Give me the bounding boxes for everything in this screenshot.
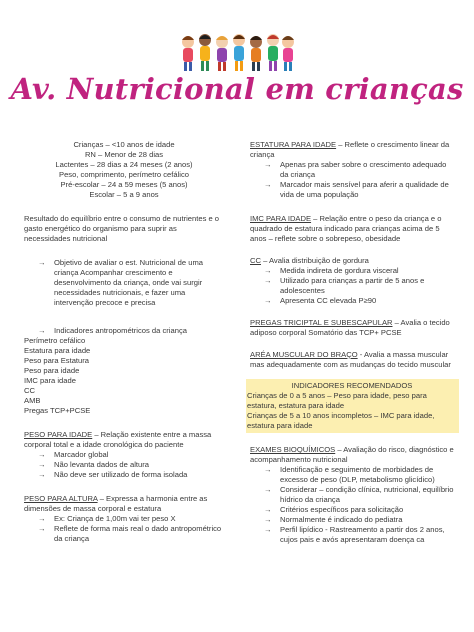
objective-text: Objetivo de avaliar o est. Nutricional de uma criança Acompanhar crescimento e desenvolvimento da criança, onde vai surgir necessidades nutricionais, e fazer uma intervenção precoce e precisa [54, 258, 203, 307]
list-item [250, 465, 455, 485]
arrow-icon: → [38, 460, 46, 469]
section-text: – Avalia o tecido adiposo corporal Somatório das TCP+ PCSE [250, 318, 450, 337]
right-column [247, 140, 455, 554]
section-paragraph [24, 494, 224, 514]
exames-section [250, 445, 455, 545]
bullet-text: Marcador global [54, 450, 109, 459]
area-braco-section [250, 350, 455, 370]
list-item [24, 514, 224, 524]
section-text: – Reflete o crescimento linear da criança [250, 140, 450, 159]
age-line: Pré-escolar – 24 a 59 meses (5 anos) [60, 180, 188, 189]
age-line: Peso, comprimento, perímetro cefálico [59, 170, 189, 179]
arrow-icon: → [264, 160, 272, 169]
child-6 [267, 34, 279, 71]
bullet-text: Não deve ser utilizado de forma isolada [54, 470, 188, 479]
list-item [24, 524, 224, 544]
list-item [24, 450, 224, 460]
section-heading: EXAMES BIOQUÍMICOS [250, 445, 336, 454]
section-heading: PESO PARA ALTURA [24, 494, 98, 503]
age-line: Crianças – <10 anos de idade [73, 140, 175, 149]
indicators-list [24, 336, 224, 416]
list-item [250, 180, 455, 200]
list-item: Peso para Estatura [24, 356, 90, 365]
bullet-text: Medida indireta de gordura visceral [280, 266, 399, 275]
list-item: AMB [24, 396, 41, 405]
arrow-icon: → [38, 524, 46, 533]
children-illustration [178, 30, 296, 74]
cc-section [250, 256, 455, 306]
left-column [24, 140, 224, 553]
section-paragraph [250, 256, 455, 266]
list-item [24, 460, 224, 470]
age-line: Escolar – 5 a 9 anos [89, 190, 159, 199]
page-title: Av. Nutricional em crianças [10, 72, 464, 106]
list-item [250, 296, 455, 306]
arrow-icon: → [264, 180, 272, 189]
bullet-text: Não levanta dados de altura [54, 460, 149, 469]
list-item [250, 505, 455, 515]
bullet-text: Ex: Criança de 1,00m vai ter peso X [54, 514, 176, 523]
arrow-icon: → [264, 525, 272, 534]
recommended-indicators-box [246, 379, 459, 433]
age-line: Lactentes – 28 dias a 24 meses (2 anos) [55, 160, 193, 169]
section-text: - Avalia a massa muscular mas adequadamente com as mudanças do tecido muscular [250, 350, 451, 369]
section-paragraph [250, 214, 455, 244]
arrow-icon: → [264, 485, 272, 494]
list-item: Peso para idade [24, 366, 80, 375]
box-heading: INDICADORES RECOMENDADOS [291, 381, 413, 390]
indicators-title-item [24, 326, 224, 336]
bullet-text: Apenas pra saber sobre o crescimento adequado da criança [280, 160, 447, 179]
bullet-text: Marcador mais sensível para aferir a qualidade de vida de uma população [280, 180, 449, 199]
arrow-icon: → [264, 515, 272, 524]
arrow-icon: → [38, 470, 46, 479]
child-2 [199, 34, 211, 71]
arrow-icon: → [264, 266, 272, 275]
arrow-icon: → [264, 276, 272, 285]
section-heading: PESO PARA IDADE [24, 430, 93, 439]
child-4 [233, 34, 245, 71]
section-text: – Expressa a harmonia entre as dimensões de massa corporal e estatura [24, 494, 208, 513]
child-7 [282, 36, 294, 71]
objective-item [24, 258, 224, 308]
indicators-title: Indicadores antropométricos da criança [54, 326, 187, 335]
list-item: IMC para idade [24, 376, 76, 385]
peso-idade-section [24, 430, 224, 480]
pregas-section [250, 318, 455, 338]
bullet-text: Apresenta CC elevada P≥90 [280, 296, 377, 305]
arrow-icon: → [38, 514, 46, 523]
box-line: Crianças de 0 a 5 anos – Peso para idade, peso para estatura, estatura para idade [247, 391, 427, 410]
bullet-text: Utilizado para crianças a partir de 5 anos e adolescentes [280, 276, 425, 295]
section-heading: ESTATURA PARA IDADE [250, 140, 337, 149]
bullet-text: Normalmente é indicado do pediatra [280, 515, 403, 524]
age-line: RN – Menor de 28 dias [84, 150, 164, 159]
arrow-icon: → [38, 258, 46, 267]
arrow-icon: → [38, 450, 46, 459]
bullet-text: Considerar – condição clínica, nutricional, equilíbrio hídrico da criança [280, 485, 454, 504]
age-groups [24, 140, 224, 200]
list-item [250, 485, 455, 505]
list-item [250, 160, 455, 180]
arrow-icon: → [264, 296, 272, 305]
section-text: – Avaliação do risco, diagnóstico e acompanhamento nutricional [250, 445, 454, 464]
section-text: – Relação entre o peso da criança e o quadrado de estatura indicado para crianças acima de 5 anos – reflete sobre o sobrepeso, obesidade [250, 214, 442, 243]
list-item [250, 266, 455, 276]
section-paragraph [250, 318, 455, 338]
bullet-text: Identificação e seguimento de morbidades de excesso de peso (DLP, metabolismo glicídico) [280, 465, 435, 484]
section-heading: ARÉA MUSCULAR DO BRAÇO [250, 350, 358, 359]
section-heading: CC [250, 256, 261, 265]
child-1 [182, 36, 194, 71]
section-text: – Avalia distribuição de gordura [260, 256, 369, 265]
intro-paragraph: Resultado do equilíbrio entre o consumo de nutrientes e o gasto energético do organismo para suprir as necessidades nutricional [24, 214, 220, 243]
arrow-icon: → [264, 465, 272, 474]
child-3 [216, 36, 228, 71]
section-text: – Relação existente entre a massa corporal total e a idade cronológica do paciente [24, 430, 212, 449]
bullet-text: Critérios específicos para solicitação [280, 505, 404, 514]
list-item: Pregas TCP+PCSE [24, 406, 91, 415]
list-item [250, 515, 455, 525]
imc-idade-section [250, 214, 455, 244]
arrow-icon: → [38, 326, 46, 335]
bullet-text: Perfil lipídico - Rastreamento a partir dos 2 anos, cujos pais e avós apresentaram doença ca [280, 525, 445, 544]
section-heading: IMC PARA IDADE [250, 214, 312, 223]
list-item: CC [24, 386, 35, 395]
list-item [24, 470, 224, 480]
box-line: Crianças de 5 a 10 anos incompletos – IMC para idade, estatura para idade [247, 411, 435, 430]
estatura-idade-section [250, 140, 455, 200]
section-paragraph [250, 350, 455, 370]
list-item [250, 276, 455, 296]
bullet-text: Reflete de forma mais real o dado antropométrico da criança [54, 524, 222, 543]
list-item: Perímetro cefálico [24, 336, 86, 345]
section-paragraph [250, 445, 455, 465]
section-paragraph [24, 430, 224, 450]
list-item: Estatura para idade [24, 346, 91, 355]
arrow-icon: → [264, 505, 272, 514]
child-5 [250, 36, 262, 71]
peso-altura-section [24, 494, 224, 544]
list-item [250, 525, 455, 545]
section-paragraph [250, 140, 455, 160]
section-heading: PREGAS TRICIPTAL E SUBESCAPULAR [250, 318, 393, 327]
